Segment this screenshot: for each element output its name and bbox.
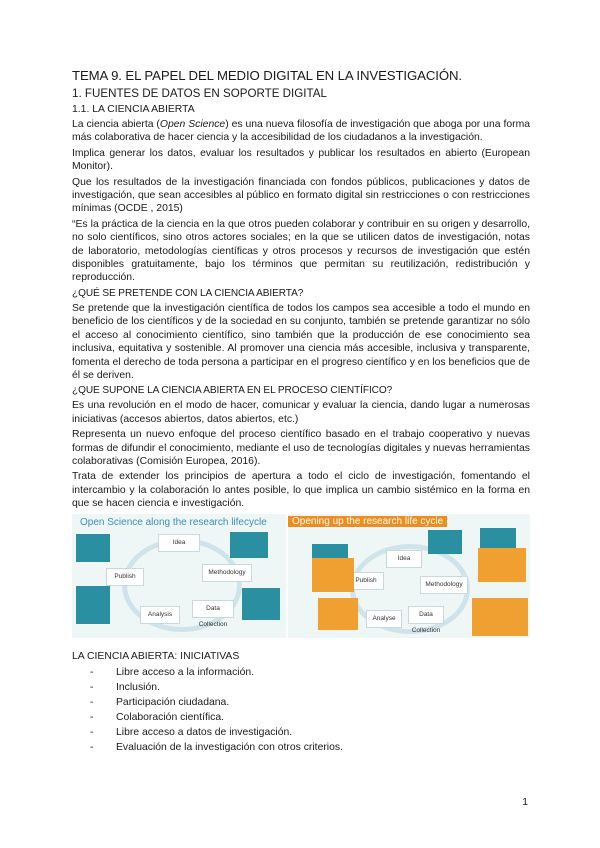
list-item-text: Libre acceso a la información. <box>116 666 255 678</box>
info-box <box>230 532 268 558</box>
paragraph-open-science-definition <box>72 118 530 145</box>
node-data-collection: Data Collection <box>192 600 234 618</box>
info-box <box>478 548 526 582</box>
node-methodology: Methodology <box>202 564 252 582</box>
figures-row <box>72 514 530 638</box>
node-idea: Idea <box>158 534 200 552</box>
list-item <box>72 740 530 755</box>
paragraph-goals: Se pretende que la investigación científica de todos los campos sea accesible a todo el mundo en beneficio de los científicos y de la sociedad en su conjunto, también se pretende garantizar no sólo el acceso al conocimiento científico, sino también que la producción de ese conocimiento sea inclusiva, equitativa y sostenible. Al promover una ciencia más accesible, inclusiva y transparente, fomenta el derecho de toda persona a participar en el progreso científico y en los beneficios que de él se deriven. <box>72 302 530 381</box>
figure-open-science-lifecycle <box>72 514 286 638</box>
list-item <box>72 680 530 695</box>
initiatives-heading: LA CIENCIA ABIERTA: INICIATIVAS <box>72 650 240 662</box>
list-item <box>72 725 530 740</box>
node-analyse: Analyse <box>366 610 402 628</box>
paragraph-oecd: Que los resultados de la investigación financiada con fondos públicos, publicaciones y datos de investigación, que sean accesibles al público en formato digital sin restricciones o con restricciones mínimas (OCDE , 2015) <box>72 176 530 215</box>
info-box <box>242 588 280 620</box>
list-dash: - <box>90 666 94 678</box>
page-number: 1 <box>522 797 528 808</box>
list-item-text: Colaboración científica. <box>116 711 225 723</box>
list-item-text: Participación ciudadana. <box>116 696 230 708</box>
list-dash: - <box>90 741 94 753</box>
info-box <box>318 598 358 630</box>
text-span: ) es una nueva filosofía de investigación que aboga por una forma más colaborativa de hacer ciencia y la accesibilidad de los ciudadanos a la investigación. <box>72 119 531 144</box>
node-analysis: Analysis <box>140 606 180 624</box>
question-heading-1: ¿QUÉ SE PRETENDE CON LA CIENCIA ABIERTA? <box>72 287 304 299</box>
figure-title: Open Science along the research lifecycle <box>80 516 267 528</box>
node-idea: Idea <box>386 550 422 568</box>
info-box <box>312 558 354 592</box>
figure-opening-research-cycle <box>288 514 530 638</box>
info-box <box>76 534 110 562</box>
info-box <box>472 598 528 636</box>
text-span: La ciencia abierta ( <box>72 119 160 130</box>
node-methodology: Methodology <box>420 576 468 594</box>
section-heading: 1. FUENTES DE DATOS EN SOPORTE DIGITAL <box>72 87 327 100</box>
list-dash: - <box>90 726 94 738</box>
node-publish: Publish <box>348 572 384 590</box>
paragraph-quote: “Es la práctica de la ciencia en la que otros pueden colaborar y contribuir en su origen y desarrollo, no solo científicos, sino otros actores sociales; en la que se utilicen datos de investigación, notas de laboratorio, metodologías científicas y otros procesos y recursos de investigación que estén disponibles gratuitamente, bajo los términos que permitan su reutilización, redistribución y reproducción. <box>72 218 530 284</box>
figure-title: Opening up the research life cycle <box>288 516 447 527</box>
initiatives-list <box>72 665 530 755</box>
paragraph-implications: Implica generar los datos, evaluar los resultados y publicar los resultados en abierto (European Monitor). <box>72 147 530 173</box>
document-page <box>72 68 530 755</box>
emphasis-open-science: Open Science <box>159 119 226 130</box>
list-item-text: Inclusión. <box>116 681 160 693</box>
node-publish: Publish <box>106 568 144 586</box>
list-item-text: Evaluación de la investigación con otros criterios. <box>116 741 343 753</box>
paragraph-revolution: Es una revolución en el modo de hacer, comunicar y evaluar la ciencia, dando lugar a numerosas iniciativas (accesos abiertos, datos abiertos, etc.) <box>72 400 530 425</box>
subsection-heading: 1.1. LA CIENCIA ABIERTA <box>72 104 195 115</box>
node-data-collection: Data Collection <box>408 606 444 624</box>
info-box <box>428 530 462 554</box>
list-dash: - <box>90 696 94 708</box>
document-title: TEMA 9. EL PAPEL DEL MEDIO DIGITAL EN LA INVESTIGACIÓN. <box>72 68 462 83</box>
list-item-text: Libre acceso a datos de investigación. <box>116 726 293 738</box>
list-dash: - <box>90 681 94 693</box>
info-box <box>76 586 110 624</box>
question-heading-2: ¿QUE SUPONE LA CIENCIA ABIERTA EN EL PROCESO CIENTÍFICO? <box>72 385 393 397</box>
list-item <box>72 665 530 680</box>
paragraph-extend-principles: Trata de extender los principios de apertura a todo el ciclo de investigación, fomentando el intercambio y la colaboración lo antes posible, lo que implica un cambio sistémico en la forma en que se hacen ciencia e investigación. <box>72 471 530 510</box>
paragraph-new-approach: Representa un nuevo enfoque del proceso científico basado en el trabajo cooperativo y nuevas formas de difundir el conocimiento, mediante el uso de tecnologías digitales y nuevas herramientas colaborativas (Comisión Europea, 2016). <box>72 429 530 467</box>
list-dash: - <box>90 711 94 723</box>
list-item <box>72 695 530 710</box>
list-item <box>72 710 530 725</box>
